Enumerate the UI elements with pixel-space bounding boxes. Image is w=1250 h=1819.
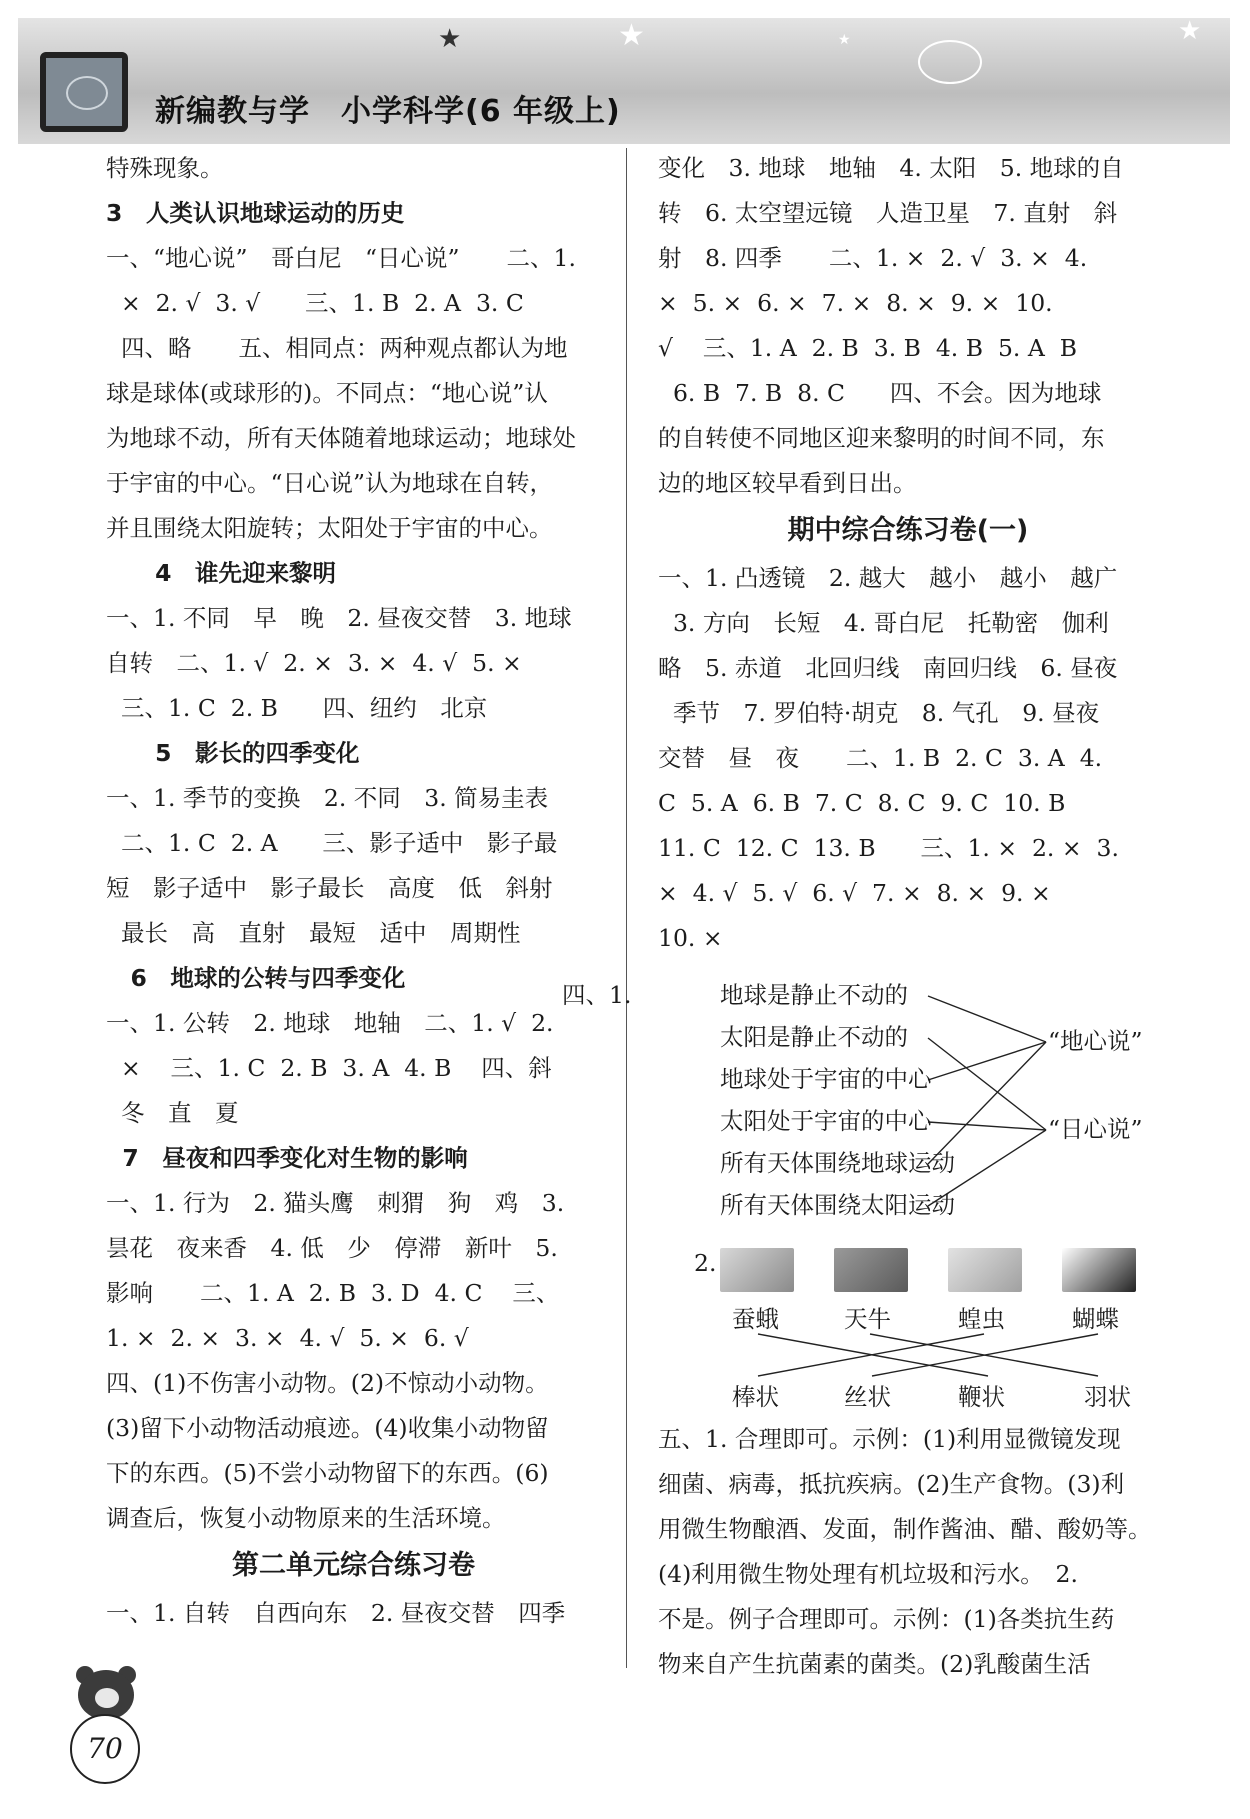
matching-statement: 太阳处于宇宙的中心 xyxy=(720,1107,932,1135)
bear-icon xyxy=(78,1670,134,1720)
text-line: 交替 昼 夜 二、1. B 2. C 3. A 4. xyxy=(658,744,1103,772)
text-line: 调查后，恢复小动物原来的生活环境。 xyxy=(106,1504,506,1532)
matching-theory: “日心说” xyxy=(1048,1115,1143,1143)
text-line: 球是球体(或球形的)。不同点：“地心说”认 xyxy=(106,379,548,407)
text-line: 边的地区较早看到日出。 xyxy=(658,469,917,497)
text-line: 一、1. 不同 早 晚 2. 昼夜交替 3. 地球 xyxy=(106,604,572,632)
text-line: 10. × xyxy=(658,924,723,952)
right-column xyxy=(658,146,1158,961)
insect-name: 蝗虫 xyxy=(958,1305,1005,1333)
antenna-type: 羽状 xyxy=(1084,1383,1131,1411)
silkmoth-photo xyxy=(720,1248,794,1292)
text-line: 四、(1)不伤害小动物。(2)不惊动小动物。 xyxy=(106,1369,549,1397)
page-header-title: 新编教与学 小学科学(6 年级上) xyxy=(155,94,621,129)
text-line: 三、1. C 2. B 四、纽约 北京 xyxy=(106,694,488,722)
matching-statement: 太阳是静止不动的 xyxy=(720,1023,908,1051)
tv-icon xyxy=(40,52,128,132)
section-title: 期中综合练习卷(一) xyxy=(787,515,1029,546)
text-line: 自转 二、1. √ 2. × 3. × 4. √ 5. × xyxy=(106,649,522,677)
planet-icon xyxy=(918,40,982,84)
column-divider xyxy=(626,148,627,1668)
text-line: (3)留下小动物活动痕迹。(4)收集小动物留 xyxy=(106,1414,549,1442)
insect-name: 蝴蝶 xyxy=(1072,1305,1119,1333)
text-line: 五、1. 合理即可。示例：(1)利用显微镜发现 xyxy=(658,1425,1121,1453)
antenna-type: 鞭状 xyxy=(958,1383,1005,1411)
text-line: 二、1. C 2. A 三、影子适中 影子最 xyxy=(106,829,558,857)
page-number-badge xyxy=(70,1670,160,1790)
matching-statement: 地球处于宇宙的中心 xyxy=(720,1065,932,1093)
text-line: 一、1. 凸透镜 2. 越大 越小 越小 越广 xyxy=(658,564,1118,592)
text-line: 转 6. 太空望远镜 人造卫星 7. 直射 斜 xyxy=(658,199,1118,227)
left-column xyxy=(106,146,601,1636)
text-line: 下的东西。(5)不尝小动物留下的东西。(6) xyxy=(106,1459,549,1487)
text-line: × 5. × 6. × 7. × 8. × 9. × 10. xyxy=(658,289,1053,317)
text-line: 细菌、病毒，抵抗疾病。(2)生产食物。(3)利 xyxy=(658,1470,1125,1498)
text-line: C 5. A 6. B 7. C 8. C 9. C 10. B xyxy=(658,789,1066,817)
antenna-type: 棒状 xyxy=(732,1383,779,1411)
text-line: 不是。例子合理即可。示例：(1)各类抗生药 xyxy=(658,1605,1115,1633)
text-line: 略 5. 赤道 北回归线 南回归线 6. 昼夜 xyxy=(658,654,1118,682)
text-line: 用微生物酿酒、发面，制作酱油、醋、酸奶等。 xyxy=(658,1515,1152,1543)
text-line: 影响 二、1. A 2. B 3. D 4. C 三、 xyxy=(106,1279,560,1307)
text-line: (4)利用微生物处理有机垃圾和污水。 2. xyxy=(658,1560,1078,1588)
text-line: 6. B 7. B 8. C 四、不会。因为地球 xyxy=(658,379,1102,407)
longhorn-beetle-photo xyxy=(834,1248,908,1292)
text-line: 短 影子适中 影子最长 高度 低 斜射 xyxy=(106,874,553,902)
insect-name: 蚕蛾 xyxy=(732,1305,779,1333)
matching-statement: 所有天体围绕太阳运动 xyxy=(720,1191,955,1219)
star-icon: ★ xyxy=(1178,16,1202,46)
text-line: 昙花 夜来香 4. 低 少 停滞 新叶 5. xyxy=(106,1234,558,1262)
text-line: 3. 方向 长短 4. 哥白尼 托勒密 伽利 xyxy=(658,609,1109,637)
text-line: 物来自产生抗菌素的菌类。(2)乳酸菌生活 xyxy=(658,1650,1091,1678)
page-number: 70 xyxy=(70,1714,140,1784)
text-line: 于宇宙的中心。“日心说”认为地球在自转， xyxy=(106,469,554,497)
text-line: 的自转使不同地区迎来黎明的时间不同，东 xyxy=(658,424,1105,452)
match-line xyxy=(928,996,1046,1042)
section-title: 6 地球的公转与四季变化 xyxy=(106,964,406,992)
text-line: × 2. √ 3. √ 三、1. B 2. A 3. C xyxy=(106,289,524,317)
star-icon: ★ xyxy=(438,24,462,54)
text-line: 一、1. 季节的变换 2. 不同 3. 简易圭表 xyxy=(106,784,549,812)
section-title: 7 昼夜和四季变化对生物的影响 xyxy=(106,1144,468,1172)
butterfly-photo xyxy=(1062,1248,1136,1292)
text-line: 11. C 12. C 13. B 三、1. × 2. × 3. xyxy=(658,834,1119,862)
section-title: 5 影长的四季变化 xyxy=(106,739,360,767)
section-title: 第二单元综合练习卷 xyxy=(232,1550,475,1581)
text-line: 最长 高 直射 最短 适中 周期性 xyxy=(106,919,521,947)
text-line: √ 三、1. A 2. B 3. B 4. B 5. A B xyxy=(658,334,1078,362)
text-line: 一、“地心说” 哥白尼 “日心说” 二、1. xyxy=(106,244,576,272)
text-line: 变化 3. 地球 地轴 4. 太阳 5. 地球的自 xyxy=(658,154,1124,182)
insect-prefix: 2. xyxy=(694,1249,717,1277)
matching-statement: 地球是静止不动的 xyxy=(720,981,908,1009)
text-line: 并且围绕太阳旋转；太阳处于宇宙的中心。 xyxy=(106,514,553,542)
text-line: 特殊现象。 xyxy=(106,154,224,182)
matching-theory: “地心说” xyxy=(1048,1027,1143,1055)
text-line: × 4. √ 5. √ 6. √ 7. × 8. × 9. × xyxy=(658,879,1051,907)
match-line xyxy=(928,1038,1046,1130)
text-line: 四、略 五、相同点：两种观点都认为地 xyxy=(106,334,568,362)
text-line: 射 8. 四季 二、1. × 2. √ 3. × 4. xyxy=(658,244,1088,272)
match-line xyxy=(928,1122,1046,1130)
star-icon: ★ xyxy=(838,32,851,48)
insect-name: 天牛 xyxy=(844,1305,891,1333)
text-line: 季节 7. 罗伯特·胡克 8. 气孔 9. 昼夜 xyxy=(658,699,1100,727)
matching-prefix: 四、1. xyxy=(562,981,632,1009)
text-line: 一、1. 行为 2. 猫头鹰 刺猬 狗 鸡 3. xyxy=(106,1189,565,1217)
text-line: 一、1. 公转 2. 地球 地轴 二、1. √ 2. xyxy=(106,1009,554,1037)
insect-matching xyxy=(658,1240,1158,1410)
right-column-tail xyxy=(658,1417,1158,1687)
antenna-type: 丝状 xyxy=(844,1383,891,1411)
section-title: 3 人类认识地球运动的历史 xyxy=(106,199,405,227)
star-icon: ★ xyxy=(618,18,645,53)
text-line: × 三、1. C 2. B 3. A 4. B 四、斜 xyxy=(106,1054,552,1082)
text-line: 一、1. 自转 自西向东 2. 昼夜交替 四季 xyxy=(106,1599,566,1627)
text-line: 冬 直 夏 xyxy=(106,1099,239,1127)
text-line: 1. × 2. × 3. × 4. √ 5. × 6. √ xyxy=(106,1324,469,1352)
matching-diagram xyxy=(562,980,1158,1230)
matching-statement: 所有天体围绕地球运动 xyxy=(720,1149,955,1177)
section-title: 4 谁先迎来黎明 xyxy=(106,559,336,587)
locust-photo xyxy=(948,1248,1022,1292)
text-line: 为地球不动，所有天体随着地球运动；地球处 xyxy=(106,424,576,452)
